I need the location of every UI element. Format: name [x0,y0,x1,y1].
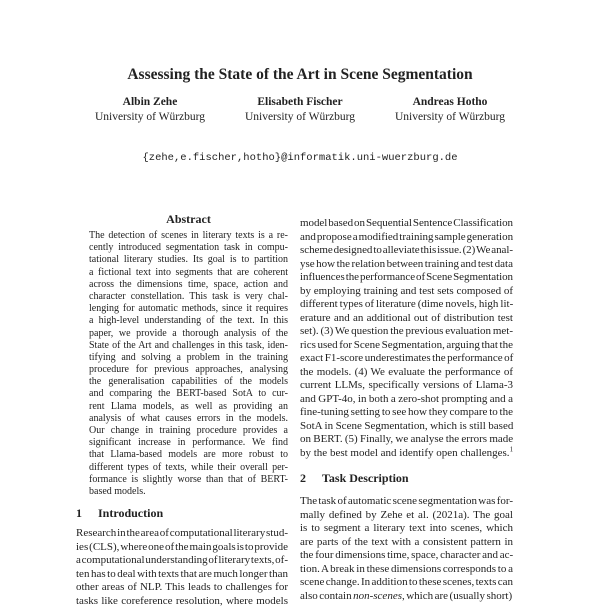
text-line: scene change. In addition to these scenes, texts can [300,576,513,590]
author-name: Andreas Hotho [370,95,530,110]
text-line: formance is slightly worse than that of BERT- [89,474,288,486]
text-line: rics used for Scene Segmentation, arguing that the [300,339,513,353]
text-line: significant increase in performance. We find [89,437,288,449]
text-line: tifying and solving a problem in the training [89,352,288,364]
text-line: a fictional text into segments that are coherent [89,267,288,279]
text-line: tion. A break in these dimensions corresponds to a [300,563,513,577]
text-line: model based on Sequential Sentence Classification [300,217,513,231]
text-line: tasks like coreference resolution, where models [76,595,288,608]
paper-title: Assessing the State of the Art in Scene Segmentation [0,66,600,84]
author-affiliation: University of Würzburg [70,110,230,125]
text-line: fine-tuning setting to see how they compare to the [300,406,513,420]
text-line: paper, we provide a thorough analysis of the [89,328,288,340]
author-1 [70,95,230,125]
author-2 [220,95,380,125]
text-line: ten has to deal with texts that are much longer than [76,568,288,582]
text-line: by the best model and identify open challenges.$^1$ [300,447,513,461]
author-emails: {zehe,e.fischer,hotho}@informatik.uni-wuerzburg.de [0,152,600,164]
text-line: The detection of scenes in literary texts is a re- [89,230,288,242]
text-line: SotA in Scene Segmentation, which is still based [300,420,513,434]
text-line: the models. (4) We evaluate the performance of [300,366,513,380]
text-line: other areas of NLP. This leads to challenges for [76,581,288,595]
text-line: also contain non-scenes, which are (usually short) [300,590,513,604]
text-line: different types of texts, while their overall per- [89,462,288,474]
text-line: State of the Art and challenges in this task, iden- [89,340,288,352]
section-title: Introduction [98,506,163,520]
text-line: a high-level understanding of the text. In this [89,315,288,327]
text-line: and comparing the BERT-based SotA to cur- [89,388,288,400]
text-line: are parts of the text with a consistent pattern in [300,536,513,550]
abstract-heading: Abstract [89,212,288,226]
text-line: and GPT-4o, in both a zero-shot prompting and a [300,393,513,407]
text-line: yse how the relation between training and test data [300,258,513,272]
text-line: the four dimensions time, space, character and ac- [300,549,513,563]
text-line: The task of automatic scene segmentation was for- [300,495,513,509]
author-name: Elisabeth Fischer [220,95,380,110]
text-line: Our change in training procedure provides a [89,425,288,437]
section-number: 1 [76,506,98,520]
text-line: scheme designed to alleviate this issue. (2) We anal- [300,244,513,258]
text-line: current LLMs, specifically versions of Llama-3 [300,379,513,393]
text-line: ies (CLS), where one of the main goals is to provide [76,541,288,555]
text-line: set). (3) We question the previous evaluation met- [300,325,513,339]
text-line: that Llama-based models are more robust to [89,449,288,461]
contributions-paragraph [300,217,513,460]
text-line: procedure for previous approaches, analysing [89,364,288,376]
section-heading [300,471,513,485]
text-line: mally defined by Zehe et al. (2021a). The goal [300,509,513,523]
section-heading [76,506,288,520]
text-line: Research in the area of computational literary stud- [76,527,288,541]
text-line: tational literary studies. Its goal is to partition [89,254,288,266]
text-line: a computational understanding of literary texts, of- [76,554,288,568]
text-line: is to segment a literary text into scenes, which [300,522,513,536]
text-line: lenging for automatic methods, since it requires [89,303,288,315]
text-line: by employing training and test sets composed of [300,285,513,299]
author-affiliation: University of Würzburg [370,110,530,125]
text-line: across the dimensions time, space, action and [89,279,288,291]
author-3 [370,95,530,125]
footnote-mark[interactable]: 1 [510,445,514,453]
author-name: Albin Zehe [70,95,230,110]
text-line: influences the performance of Scene Segmentation [300,271,513,285]
text-line: cently introduced segmentation task in compu- [89,242,288,254]
text-line: on BERT. (5) Finally, we analyse the errors made [300,433,513,447]
section-title: Task Description [322,471,409,485]
text-line: character constellation. This task is very chal- [89,291,288,303]
text-line: and propose a modified training sample generation [300,231,513,245]
introduction-body [76,527,288,608]
author-affiliation: University of Würzburg [220,110,380,125]
task-description-body [300,495,513,603]
text-line: exact F1-score underestimates the performance of [300,352,513,366]
abstract-body [89,230,288,498]
section-number: 2 [300,471,322,485]
text-line: analysis of what causes errors in the models. [89,413,288,425]
text-line: rent Llama models, as well as providing an [89,401,288,413]
text-line: different types of literature (dime novels, high lit- [300,298,513,312]
text-line: the generalisation capabilities of the models [89,376,288,388]
text-line: based models. [89,486,288,498]
text-line: erature and an additional out of distribution test [300,312,513,326]
